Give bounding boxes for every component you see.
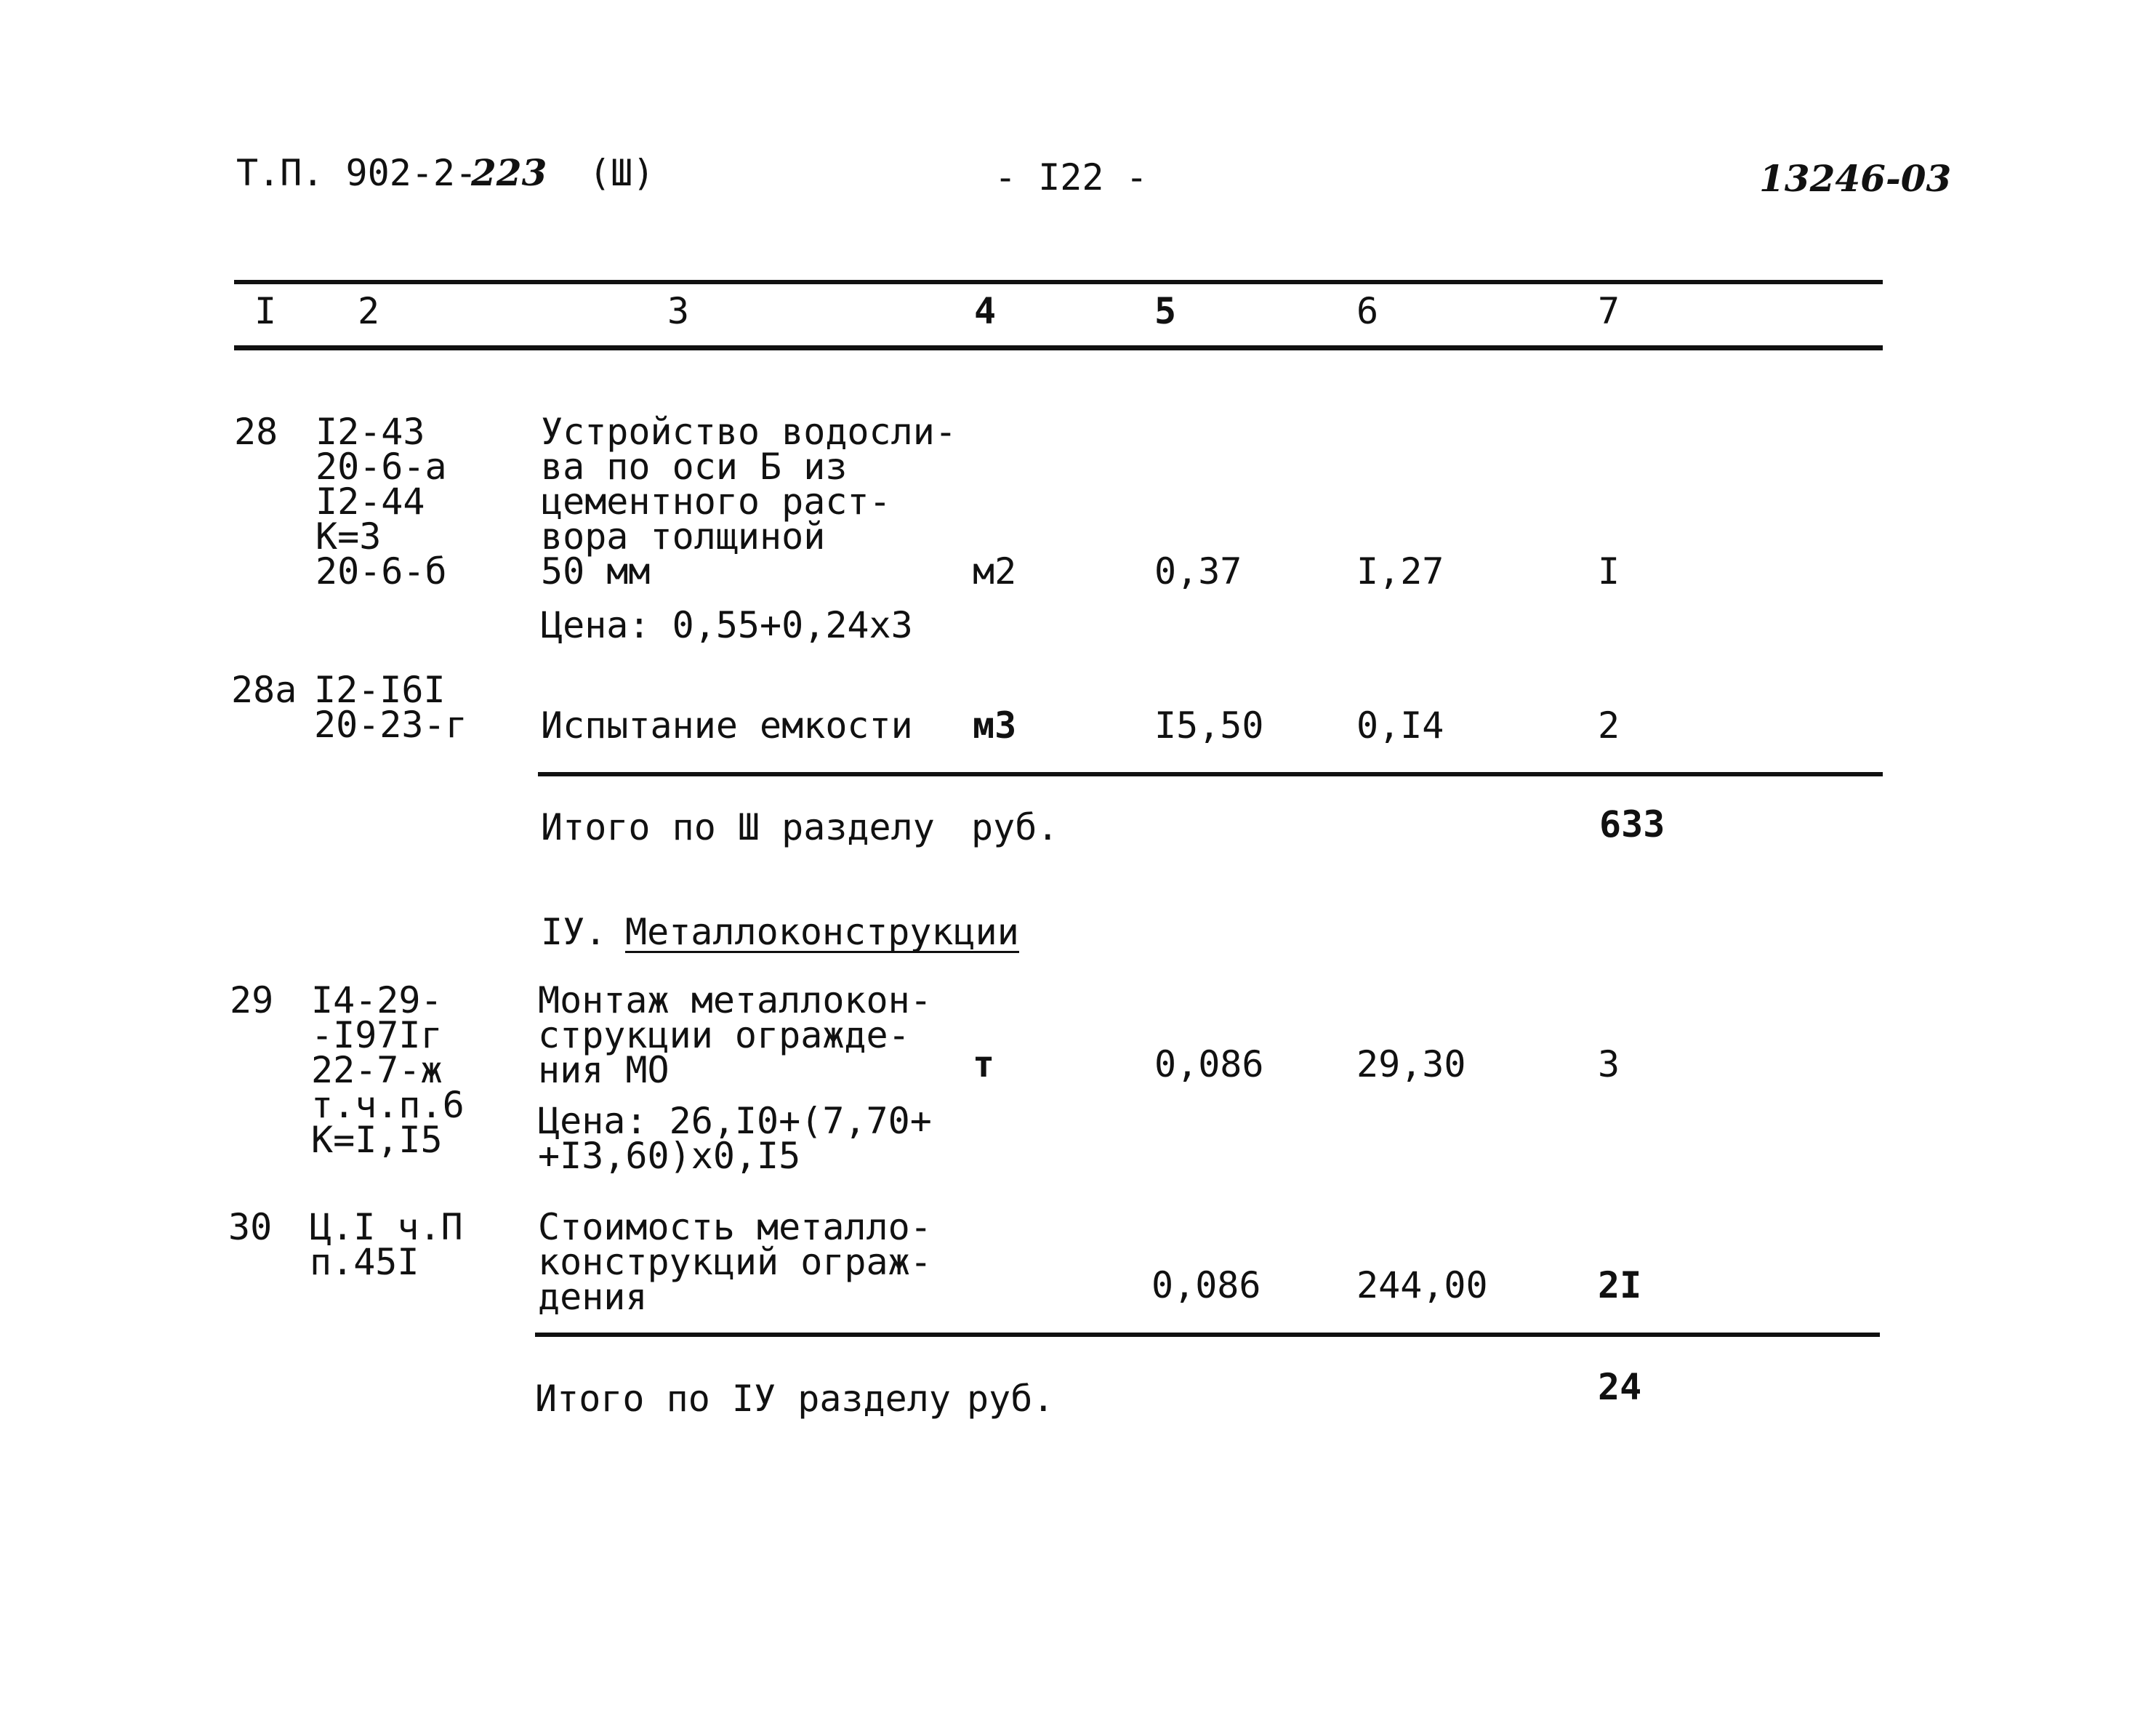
column-header-5: 5 <box>1154 290 1177 332</box>
row-total: I <box>1598 550 1620 592</box>
section4-number: IУ. <box>541 911 607 953</box>
archive-number-handwritten: 13246-03 <box>1759 157 1952 200</box>
row-price-note: Цена: 26,I0+(7,70+ +I3,60)х0,I5 <box>538 1100 932 1177</box>
row-number: 28а <box>231 669 297 711</box>
row-unit: м3 <box>973 704 1017 747</box>
table-header-rule <box>234 345 1883 350</box>
row-quantity: I5,50 <box>1154 704 1264 747</box>
section4-total-label: Итого по IУ разделу <box>535 1378 951 1420</box>
row-unit-cost: 0,I4 <box>1356 704 1444 747</box>
section3-total-label: Итого по Ш разделу <box>541 806 935 848</box>
row-unit-cost: 29,30 <box>1356 1043 1466 1085</box>
doc-prefix: Т.П. 902-2- <box>236 152 478 194</box>
row-total: 3 <box>1598 1043 1620 1085</box>
section4-total-unit: руб. <box>967 1378 1055 1420</box>
row-unit: т <box>973 1043 995 1085</box>
column-header-6: 6 <box>1356 290 1379 332</box>
section4-total-value: 24 <box>1598 1366 1642 1408</box>
section4-title: Металлоконструкции <box>625 911 1019 953</box>
row-code: I2-43 20-6-а I2-44 К=3 20-6-б <box>315 411 447 592</box>
row-description: Устройство водосли- ва по оси Б из цементного раст- вора толщиной 50 мм <box>541 411 957 592</box>
row-number: 29 <box>230 979 274 1021</box>
row-total: 2 <box>1598 704 1620 747</box>
row-total: 2I <box>1598 1264 1642 1306</box>
column-header-4: 4 <box>974 290 997 332</box>
doc-part: (Ш) <box>589 152 655 194</box>
column-header-7: 7 <box>1598 290 1620 332</box>
row-code: Ц.I ч.П п.45I <box>310 1206 463 1283</box>
row-price-note: Цена: 0,55+0,24х3 <box>541 604 913 646</box>
section3-total-rule <box>538 772 1883 776</box>
table-top-rule <box>234 280 1883 284</box>
row-number: 30 <box>228 1206 273 1248</box>
column-header-2: 2 <box>358 290 380 332</box>
row-code: I2-I6I 20-23-г <box>314 669 467 746</box>
row-description: Испытание емкости <box>541 704 913 747</box>
row-quantity: 0,37 <box>1154 550 1242 592</box>
row-unit: м2 <box>973 550 1017 592</box>
row-description: Стоимость металло- конструкций ограж- дения <box>538 1206 932 1318</box>
row-description: Монтаж металлокон- струкции огражде- ния МО <box>538 979 932 1091</box>
section4-total-rule <box>535 1333 1880 1337</box>
row-unit-cost: 244,00 <box>1356 1264 1488 1306</box>
row-unit-cost: I,27 <box>1356 550 1444 592</box>
section3-total-unit: руб. <box>971 806 1059 848</box>
row-number: 28 <box>234 411 278 453</box>
row-quantity: 0,086 <box>1151 1264 1261 1306</box>
row-code: I4-29- -I97Iг 22-7-ж т.ч.п.6 К=I,I5 <box>311 979 465 1161</box>
section3-total-value: 633 <box>1599 803 1665 845</box>
column-header-1: I <box>254 290 277 332</box>
doc-number-handwritten: 223 <box>471 151 547 194</box>
row-quantity: 0,086 <box>1154 1043 1264 1085</box>
column-header-3: 3 <box>667 290 690 332</box>
page-number: - I22 - <box>994 156 1148 198</box>
